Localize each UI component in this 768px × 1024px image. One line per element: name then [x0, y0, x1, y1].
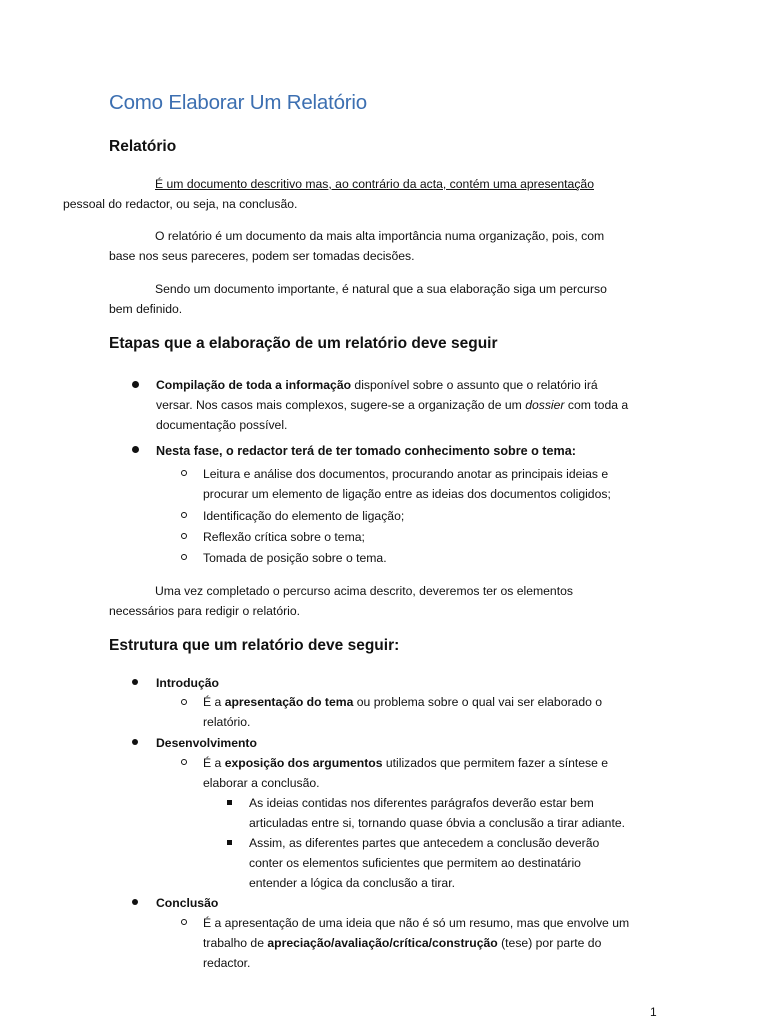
list-item-conclusao: Conclusão: [156, 896, 219, 910]
sublist-item-reflexao: Reflexão crítica sobre o tema;: [203, 530, 365, 544]
circle-bullet-icon: [181, 759, 187, 765]
square-bullet-icon: [227, 840, 232, 845]
sublist-item-leitura: Leitura e análise dos documentos, procurando anotar as principais ideias e procurar um elemento de ligação entre as ideias dos documentos coligidos;: [203, 467, 611, 501]
sub-sublist-item-partes: Assim, as diferentes partes que antecedem a conclusão deverão conter os elementos suficientes que permitem ao destinatário entender a lógica da conclusão a tirar.: [249, 836, 600, 890]
document-title: Como Elaborar Um Relatório: [109, 91, 367, 114]
circle-bullet-icon: [181, 919, 187, 925]
paragraph-path: Sendo um documento importante, é natural que a sua elaboração siga um percurso bem definido.: [109, 282, 607, 316]
circle-bullet-icon: [181, 512, 187, 518]
sublist-item-desenvolvimento: É a exposição dos argumentos utilizados que permitem fazer a síntese e elaborar a conclusão.: [203, 756, 609, 790]
sublist-item-conclusao: É a apresentação de uma ideia que não é só um resumo, mas que envolve um trabalho de apreciação/avaliação/crítica/construção (tese) por parte do redactor.: [203, 916, 630, 970]
list-item-desenvolvimento: Desenvolvimento: [156, 736, 257, 750]
sublist-item-tomada: Tomada de posição sobre o tema.: [203, 551, 387, 565]
heading-relatorio: Relatório: [109, 138, 177, 155]
bullet-icon: [132, 739, 138, 745]
square-bullet-icon: [227, 800, 232, 805]
paragraph-completado: Uma vez completado o percurso acima descrito, deveremos ter os elementos necessários para redigir o relatório.: [109, 584, 573, 618]
circle-bullet-icon: [181, 699, 187, 705]
list-item-introducao: Introdução: [156, 676, 219, 690]
bullet-icon: [132, 446, 139, 453]
circle-bullet-icon: [181, 470, 187, 476]
page-number: 1: [650, 1005, 657, 1019]
sublist-item-introducao: É a apresentação do tema ou problema sobre o qual vai ser elaborado o relatório.: [203, 695, 603, 729]
bullet-icon: [132, 899, 138, 905]
heading-estrutura: Estrutura que um relatório deve seguir:: [109, 637, 400, 654]
heading-etapas: Etapas que a elaboração de um relatório deve seguir: [109, 335, 498, 352]
bullet-icon: [132, 381, 139, 388]
circle-bullet-icon: [181, 554, 187, 560]
paragraph-importance: O relatório é um documento da mais alta importância numa organização, pois, com base nos seus pareceres, podem ser tomadas decisões.: [109, 229, 605, 263]
list-item-compilacao: Compilação de toda a informação disponível sobre o assunto que o relatório irá versar. Nos casos mais complexos, sugere-se a organização de um dossier com toda a documentação possível.: [156, 378, 629, 432]
paragraph-definition: É um documento descritivo mas, ao contrário da acta, contém uma apresentação pessoal do redactor, ou seja, na conclusão.: [63, 177, 594, 211]
circle-bullet-icon: [181, 533, 187, 539]
list-item-nesta-fase: Nesta fase, o redactor terá de ter tomado conhecimento sobre o tema:: [156, 444, 576, 458]
sub-sublist-item-ideias: As ideias contidas nos diferentes parágrafos deverão estar bem articuladas entre si, tornando quase óbvia a conclusão a tirar adiante.: [249, 796, 626, 830]
bullet-icon: [132, 679, 138, 685]
sublist-item-identificacao: Identificação do elemento de ligação;: [203, 509, 405, 523]
